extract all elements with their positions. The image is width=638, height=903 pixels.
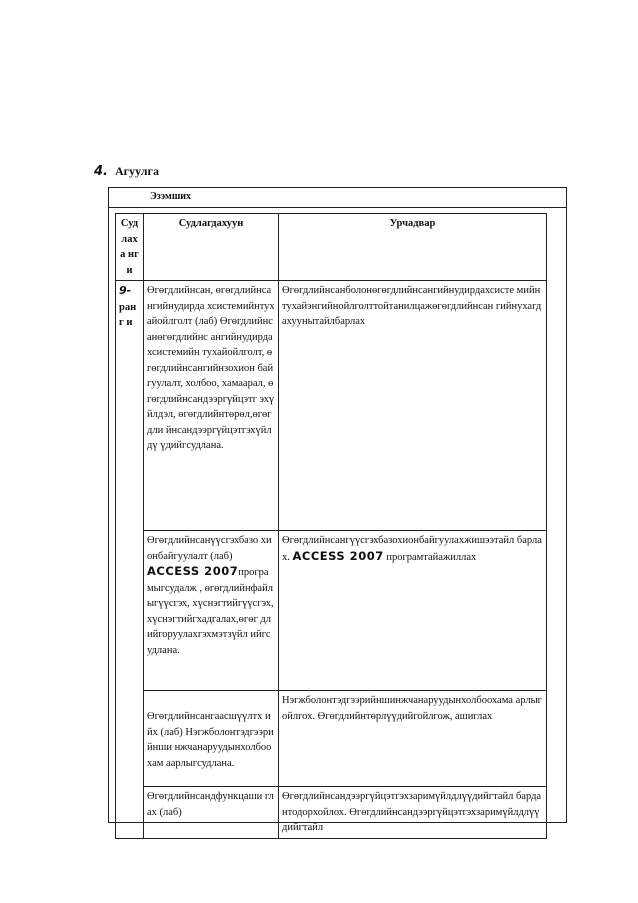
section-title: Агуулга xyxy=(114,164,159,178)
subject-cell xyxy=(144,531,279,691)
subject-cell: Өгөгдлийнсан, өгөгдлийнсангийнудирда хсистемийнтухайойлголт (лаб) Өгөгдлийнсанөгөгдлийнс ангийнудирдахсистемийн тухайойлголт, өгөгдлийнсангийнзохион байгуулалт, холбоо, хамаарал, өгөгдлийнсандээргүйцэтг эхүйлдэл, өгөгдлийнтөрөл,өгөгдли йнсандээргүйцэтгэхүйлдү үдийгсудлана. xyxy=(144,281,279,531)
table-header-row xyxy=(116,214,547,281)
header-grade: Суд лаха нги xyxy=(116,214,144,281)
skill-highlight: ACCESS 2007 xyxy=(292,548,384,563)
skill-text-cont: програмтайажиллах xyxy=(386,551,477,563)
grade-cell xyxy=(116,281,144,839)
section-number: 4. xyxy=(94,164,108,179)
skill-text: Өгөгдлийнсангүүсгэхбазохионбайгуулахжишээтайл барлах. xyxy=(282,535,542,563)
table-row xyxy=(116,787,547,839)
subject-cell: Өгөгдлийнсандфункцаши глах (лаб) xyxy=(144,787,279,839)
subject-cell: Өгөгдлийнсангаасшүүлтх ийх (лаб) Нэгжболонтэдгээрийнши нжчанаруудынхолбоохам аарлыгсудлана. xyxy=(144,691,279,787)
skill-cell xyxy=(279,531,547,691)
header-skill: Урчадвар xyxy=(279,214,547,281)
skill-cell: Нэгжболонтэдгээрийншинжчанаруудынхолбоохама арлыгойлгох. Өгөгдлийнтөрлүүдийгойлгож, ашиглах xyxy=(279,691,547,787)
skill-cell: Өгөгдлийнсанболонөгөгдлийнсангийнудирдахсисте мийнтухайэнгийнойлголттойтанилцажөгөгдлийнсан гийнухагдахуунытайлбарлах xyxy=(279,281,547,531)
mastery-band xyxy=(109,188,566,208)
subject-text-cont: програмыгсудалж , өгөгдлийнфайлыгүүсгэх, хүснэгтийгүүсгэх, хүснэгтийгхадгалах,өгөг длийгоруулахгэхмэтзүйл ийгсудлана. xyxy=(147,567,274,656)
skill-cell: Өгөгдлийнсандээргүйцэтгэхзаримүйлдлүүдийгтайл бардантодорхойлох. Өгөгдлийнсандээргүйцэтгэхзаримүйлдлүүдийгтайл xyxy=(279,787,547,839)
header-subject: Судлагдахуун xyxy=(144,214,279,281)
content-table-frame xyxy=(108,187,567,833)
subject-text: Өгөгдлийнсанүүсгэхбазо хионбайгуулалт (лаб) xyxy=(147,535,272,562)
table-row xyxy=(116,531,547,691)
content-table xyxy=(115,213,547,839)
grade-number: 9- xyxy=(119,284,132,297)
table-row xyxy=(116,691,547,787)
table-row xyxy=(116,281,547,531)
mastery-label: Эзэмших xyxy=(150,191,192,202)
grade-label: ранг и xyxy=(119,301,137,328)
section-heading xyxy=(94,163,159,180)
subject-highlight: ACCESS 2007 xyxy=(147,564,239,578)
